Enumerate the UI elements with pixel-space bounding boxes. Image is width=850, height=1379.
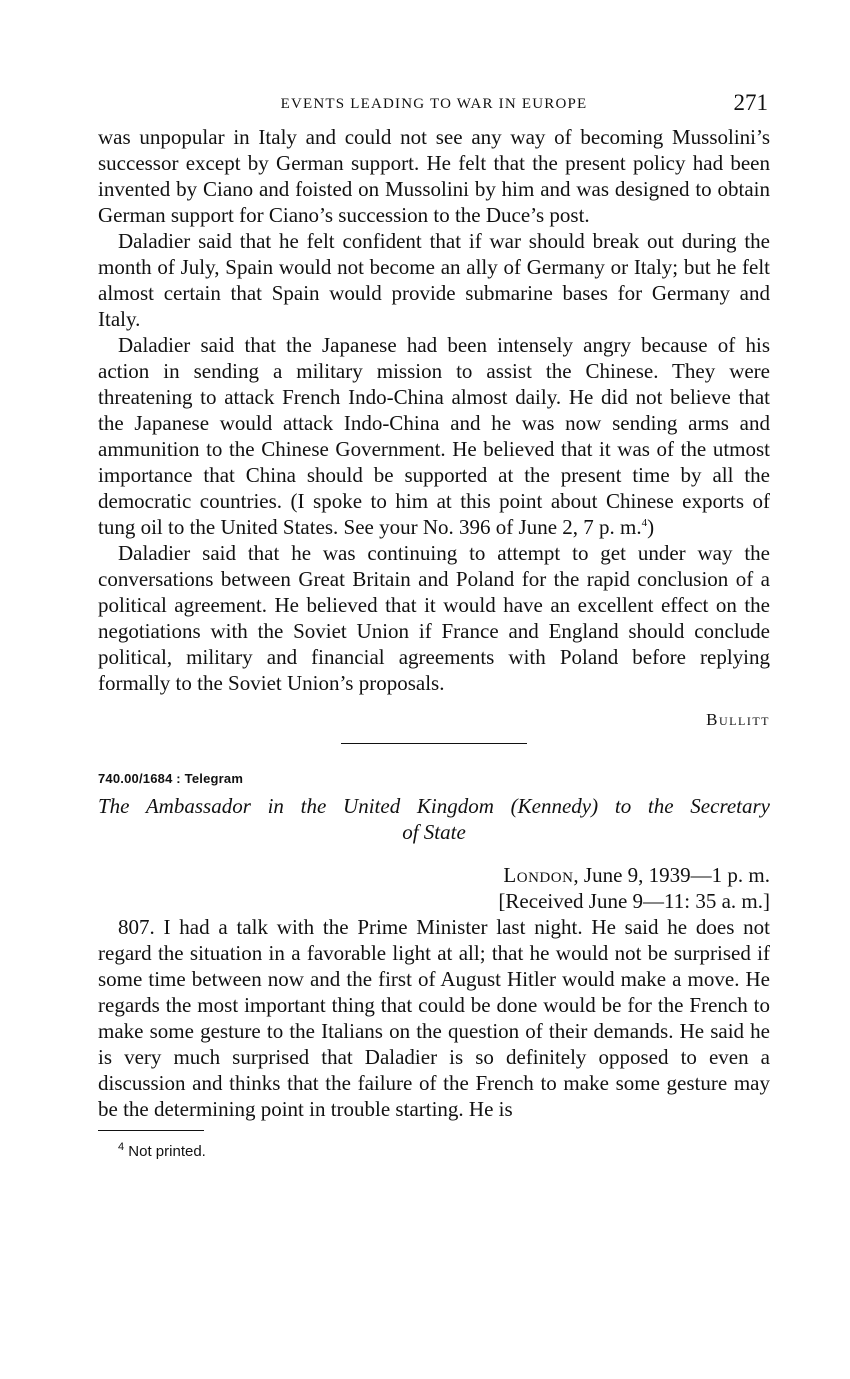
section-divider: [341, 743, 527, 744]
closing-parenthesis: ): [647, 515, 655, 539]
signature: Bullitt: [706, 710, 770, 729]
running-header: [98, 88, 770, 124]
paragraph-text: Daladier said that the Japanese had been intensely angry because of his action in sending a military mission to assist the Chinese. They were threatening to attack French Indo-China almost daily. He did not believe that the Japanese would attack Indo-China and he was now sending arms and ammunition to the Chinese Government. He believed that it was of the utmost importance that China should be supported at the present time by all the democratic countries. (I spoke to him at this point about Chinese exports of tung oil to the United States. See your No. 396 of June 2, 7 p. m.: [98, 333, 770, 539]
footnote-text: Not printed.: [128, 1143, 206, 1160]
dateline: [98, 862, 770, 914]
dateline-date: , June 9, 1939—1 p. m.: [573, 863, 770, 887]
document-title-line: The Ambassador in the United Kingdom (Kennedy) to the Secretary: [98, 794, 770, 818]
second-document-body: [98, 914, 770, 1122]
paragraph: [98, 332, 770, 540]
footnote-marker: 4: [118, 1141, 125, 1153]
paragraph: Daladier said that he was continuing to attempt to get under way the conversations between Great Britain and Poland for the rapid conclusion of a political agreement. He believed that it would have an excellent effect on the negotiations with the Soviet Union if France and England should conclude political, military and financial agreements with Poland before replying formally to the Soviet Union’s proposals.: [98, 541, 770, 695]
paragraph: Daladier said that he felt confident that if war should break out during the month of July, Spain would not become an ally of Germany or Italy; but he felt almost certain that Spain would provide submarine bases for Germany and Italy.: [98, 229, 770, 331]
received-note: [Received June 9—11: 35 a. m.]: [498, 889, 770, 913]
page-number: 271: [733, 90, 768, 115]
footnote-reference[interactable]: 4: [641, 517, 648, 529]
running-title: EVENTS LEADING TO WAR IN EUROPE: [280, 96, 588, 112]
document-title-line: of State: [402, 820, 466, 844]
footnote-divider: [98, 1130, 204, 1131]
dateline-place: London: [503, 863, 574, 887]
document-title: [98, 793, 770, 845]
file-reference: 740.00/1684 : Telegram: [98, 771, 244, 786]
document-page: [98, 88, 770, 1160]
paragraph: 807. I had a talk with the Prime Minister last night. He said he does not regard the situation in a favorable light at all; that he would not be surprised if some time between now and the first of August Hitler would make a move. He regards the most important thing that could be done would be for the French to make some gesture to the Italians on the question of their demands. He said he is very much surprised that Daladier is so definitely opposed to even a discussion and thinks that the failure of the French to make some gesture may be the determining point in trouble starting. He is: [98, 915, 770, 1121]
paragraph: was unpopular in Italy and could not see any way of becoming Mussolini’s successor except by German support. He felt that the present policy had been invented by Ciano and foisted on Mussolini by him and was designed to obtain German support for Ciano’s succession to the Duce’s post.: [98, 125, 770, 227]
first-document-body: [98, 124, 770, 696]
footnote: [118, 1143, 770, 1160]
